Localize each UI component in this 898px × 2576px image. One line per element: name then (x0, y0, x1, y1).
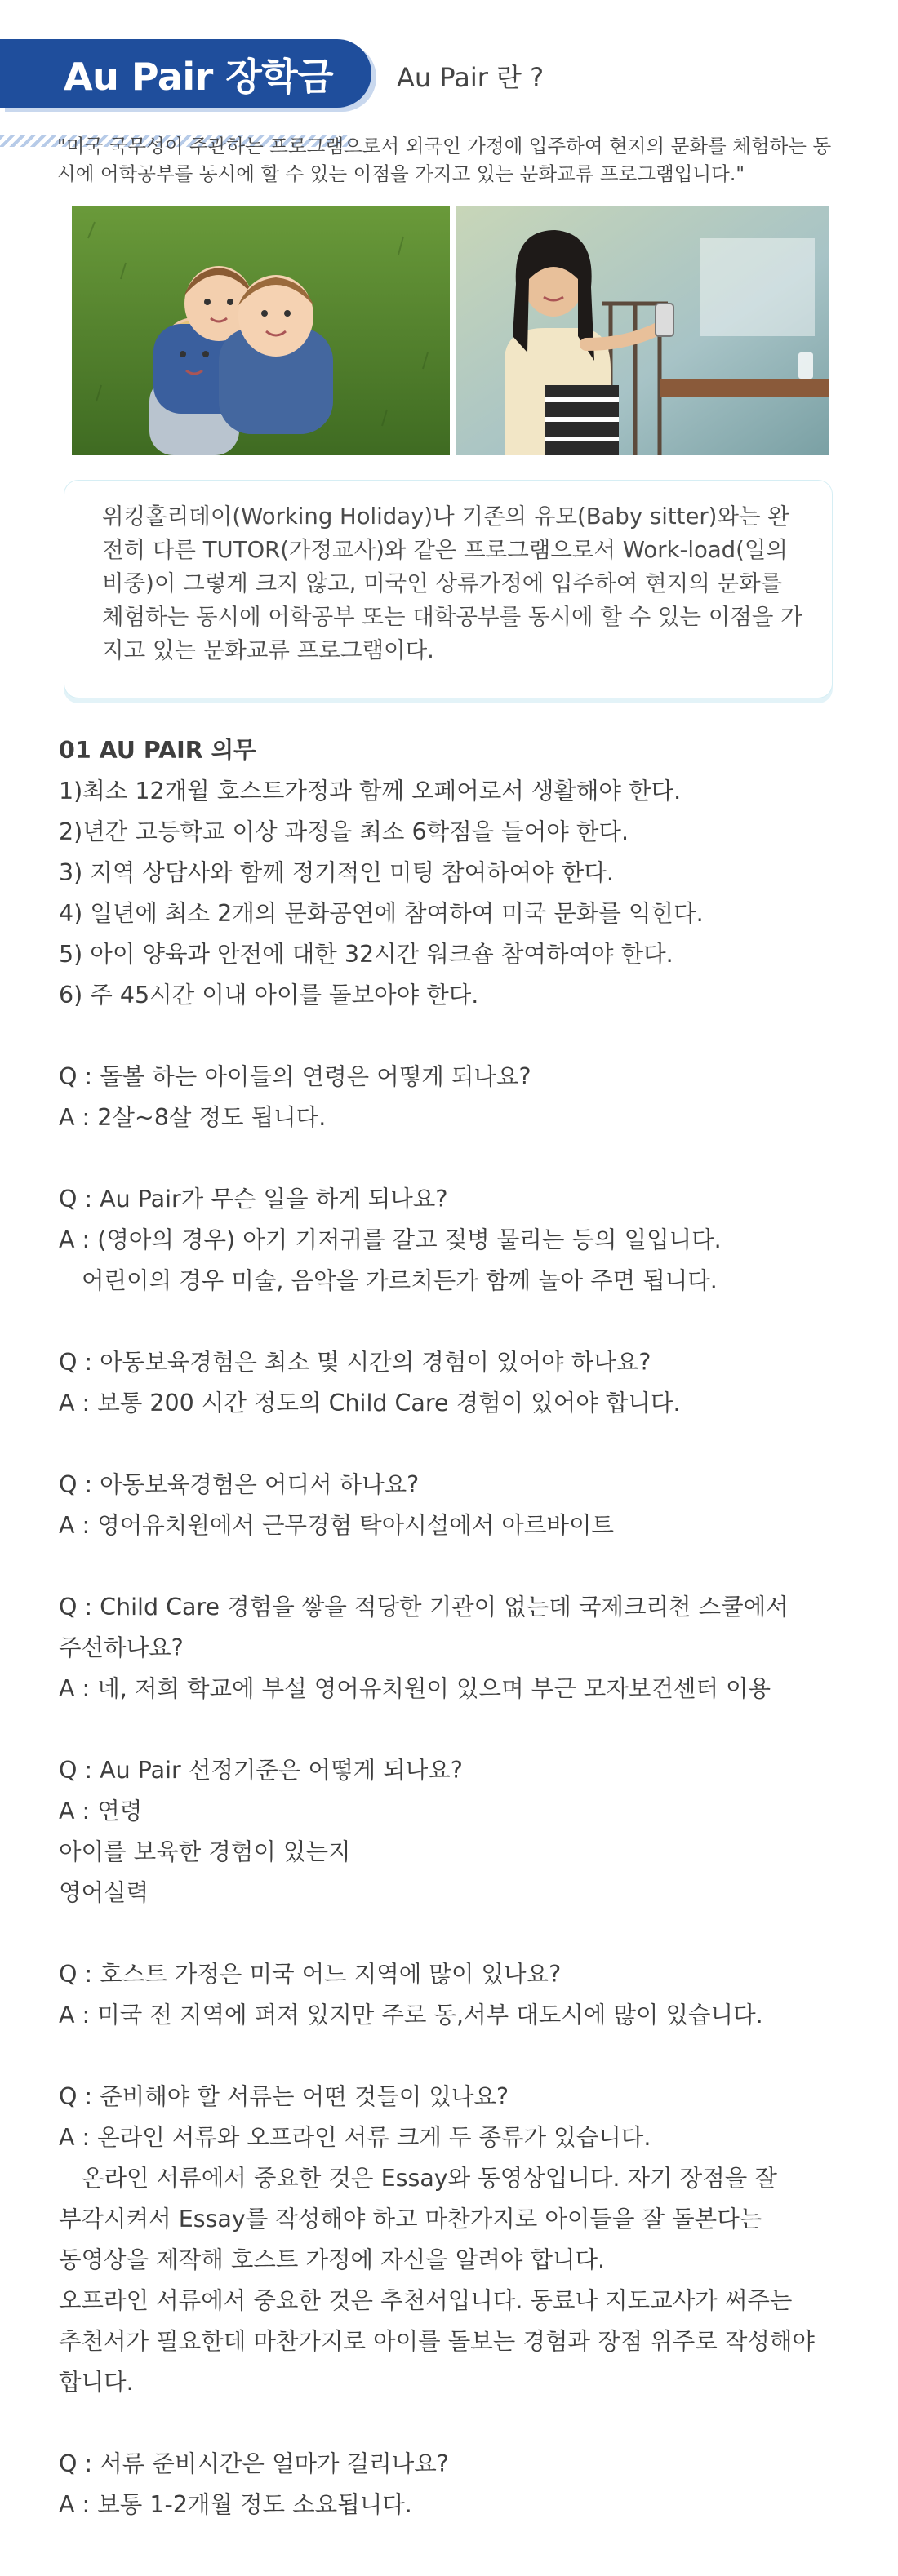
faq-answer-continued: 아이를 보육한 경험이 있는지 (59, 1838, 351, 1865)
faq-question: Q : Au Pair가 무슨 일을 하게 되나요? (59, 1186, 448, 1213)
main-content (59, 730, 842, 2525)
title-badge (0, 39, 371, 108)
faq-answer: A : 2살~8살 정도 됩니다. (59, 1104, 327, 1131)
student-photo (456, 206, 829, 455)
faq-answer: A : 연령 (59, 1798, 143, 1824)
intro-quote: "미국 국무성이 주관하는 프로그램으로서 외국인 가정에 입주하여 현지의 문화를 체험하는 동시에 어학공부를 동시에 할 수 있는 이점을 가지고 있는 문화교류 프로그램입니다." (57, 135, 832, 185)
duty-item: 5) 아이 양육과 안전에 대한 32시간 워크숍 참여하여야 한다. (59, 941, 674, 968)
faq-answer: A : 보통 1-2개월 정도 소요됩니다. (59, 2491, 412, 2518)
duty-item: 1)최소 12개월 호스트가정과 함께 오페어로서 생활해야 한다. (59, 778, 682, 805)
faq-question: Q : 돌볼 하는 아이들의 연령은 어떻게 되나요? (59, 1063, 531, 1090)
duty-item: 6) 주 45시간 이내 아이를 돌보아야 한다. (59, 982, 479, 1009)
faq-question: Q : 호스트 가정은 미국 어느 지역에 많이 있나요? (59, 1961, 562, 1988)
faq-question: Q : Child Care 경험을 쌓을 적당한 기관이 없는데 국제크리천 스쿨에서 (59, 1594, 789, 1621)
page-title: Au Pair 장학금 (64, 55, 334, 99)
photo-row (72, 206, 829, 455)
children-photo (72, 206, 450, 455)
faq-question: Q : 서류 준비시간은 얼마가 걸리나요? (59, 2450, 449, 2477)
duty-item: 4) 일년에 최소 2개의 문화공연에 참여하여 미국 문화를 익힌다. (59, 900, 704, 927)
faq-answer-continued: 동영상을 제작해 호스트 가정에 자신을 알려야 합니다. (59, 2246, 606, 2273)
faq-answer: A : 네, 저희 학교에 부설 영어유치원이 있으며 부근 모자보건센터 이용 (59, 1675, 771, 1702)
faq-answer: A : 미국 전 지역에 퍼져 있지만 주로 동,서부 대도시에 많이 있습니다. (59, 2002, 763, 2028)
page-header (0, 39, 898, 108)
faq-question-continued: 주선하나요? (59, 1634, 184, 1661)
faq-question: Q : 아동보육경험은 최소 몇 시간의 경험이 있어야 하나요? (59, 1349, 651, 1376)
faq-answer-continued: 영어실력 (59, 1879, 149, 1906)
faq-question: Q : Au Pair 선정기준은 어떻게 되나요? (59, 1757, 463, 1784)
duty-item: 3) 지역 상담사와 함께 정기적인 미팅 참여하여야 한다. (59, 859, 614, 886)
duty-item: 2)년간 고등학교 이상 과정을 최소 6학점을 들어야 한다. (59, 818, 629, 845)
faq-answer-continued: 부각시켜서 Essay를 작성해야 하고 마찬가지로 아이들을 잘 돌본다는 (59, 2206, 762, 2232)
faq-answer: A : 보통 200 시간 정도의 Child Care 경험이 있어야 합니다. (59, 1390, 681, 1417)
faq-answer: A : 영어유치원에서 근무경험 탁아시설에서 아르바이트 (59, 1512, 615, 1539)
faq-answer-continued: 온라인 서류에서 중요한 것은 Essay와 동영상입니다. 자기 장점을 잘 (82, 2165, 777, 2192)
duties-heading: 01 AU PAIR 의무 (59, 737, 256, 764)
faq-answer-continued: 추천서가 필요한데 마찬가지로 아이를 돌보는 경험과 장점 위주로 작성해야 (59, 2328, 815, 2355)
faq-question: Q : 준비해야 할 서류는 어떤 것들이 있나요? (59, 2083, 509, 2110)
faq-answer-continued: 합니다. (59, 2369, 134, 2396)
faq-answer-continued: 어린이의 경우 미술, 음악을 가르치든가 함께 놀아 주면 됩니다. (82, 1267, 718, 1294)
faq-question: Q : 아동보육경험은 어디서 하나요? (59, 1471, 420, 1498)
faq-answer: A : 온라인 서류와 오프라인 서류 크게 두 종류가 있습니다. (59, 2124, 651, 2151)
faq-answer: A : (영아의 경우) 아기 기저귀를 갈고 젖병 물리는 등의 일입니다. (59, 1226, 722, 1253)
faq-answer-continued: 오프라인 서류에서 중요한 것은 추천서입니다. 동료나 지도교사가 써주는 (59, 2287, 793, 2314)
description-box (64, 480, 833, 698)
section-subtitle: Au Pair 란 ? (397, 62, 545, 93)
description-text: 위킹홀리데이(Working Holiday)나 기존의 유모(Baby sitter)와는 완전히 다른 TUTOR(가정교사)와 같은 프로그램으로서 Work-load(일의 비중)이 그렇게 크지 않고, 미국인 상류가정에 입주하여 현지의 문화를 체험하는 동시에 어학공부 또는 대학공부를 동시에 할 수 있는 이점을 가지고 있는 문화교류 프로그램이다. (102, 503, 802, 663)
